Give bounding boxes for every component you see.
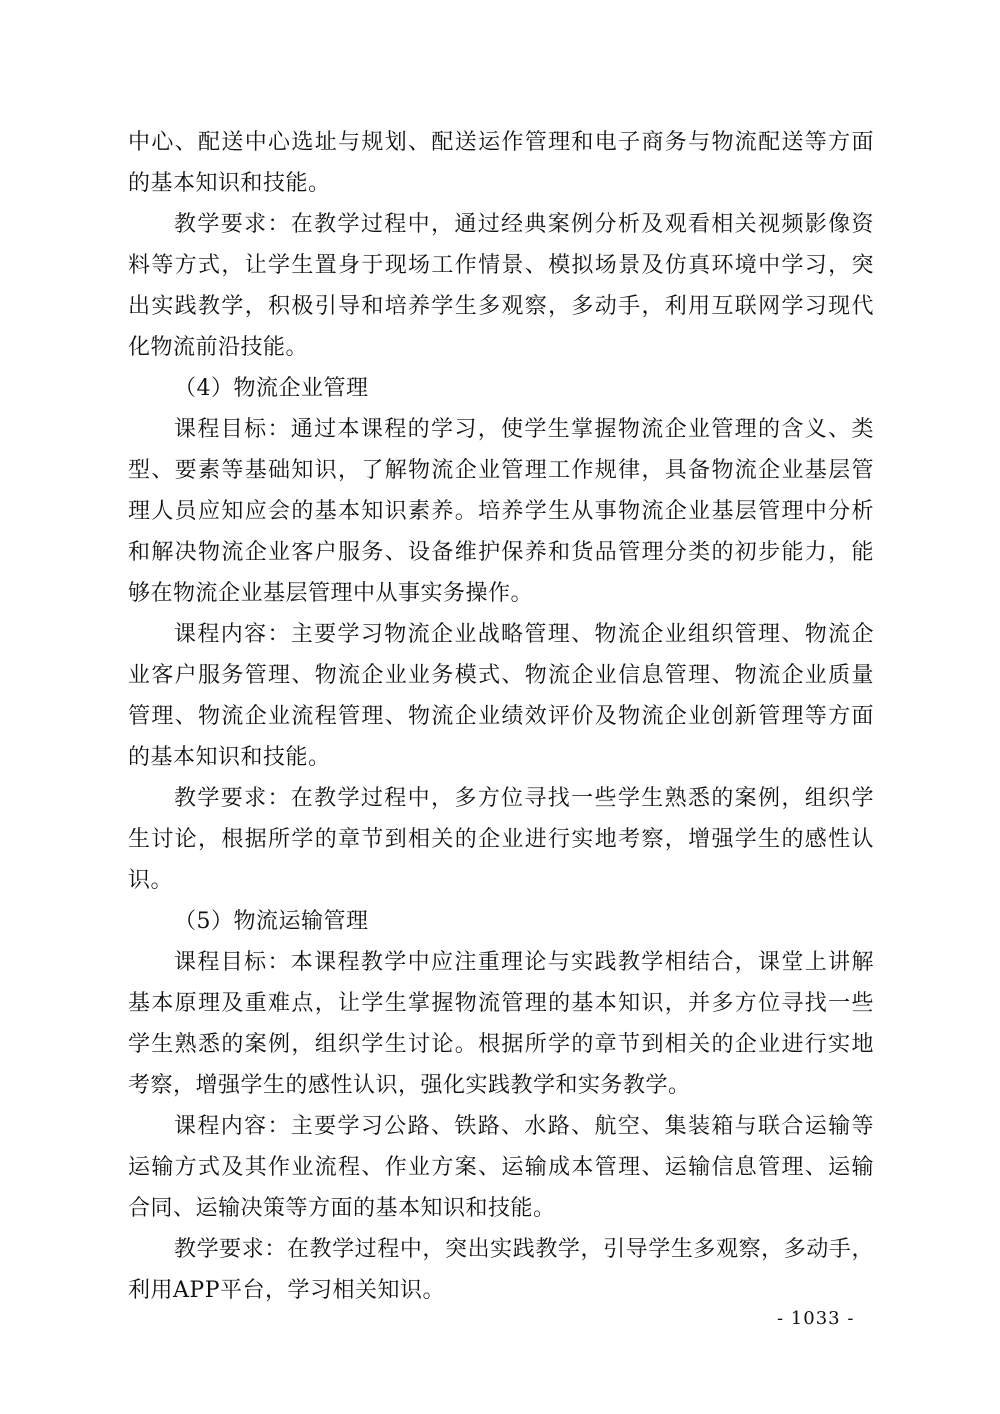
text-line: 出实践教学，积极引导和培养学生多观察，多动手，利用互联网学习现代 <box>128 294 874 319</box>
text-line: 课程目标：本课程教学中应注重理论与实践教学相结合，课堂上讲解 <box>174 950 874 975</box>
text-line: 的基本知识和技能。 <box>128 745 331 770</box>
text-line: 课程目标：通过本课程的学习，使学生掌握物流企业管理的含义、类 <box>174 417 874 442</box>
document-body <box>128 122 874 1311</box>
section-heading: （4）物流企业管理 <box>174 376 369 401</box>
text-line: 识。 <box>128 868 174 893</box>
text-line: 理人员应知应会的基本知识素养。培养学生从事物流企业基层管理中分析 <box>128 499 874 524</box>
section-heading: （5）物流运输管理 <box>174 909 369 934</box>
text-line: 的基本知识和技能。 <box>128 171 331 196</box>
text-line: 课程内容：主要学习物流企业战略管理、物流企业组织管理、物流企 <box>174 622 874 647</box>
text-line: 运输方式及其作业流程、作业方案、运输成本管理、运输信息管理、运输 <box>128 1155 874 1180</box>
page-number: - 1033 - <box>777 1308 855 1329</box>
text-line: 化物流前沿技能。 <box>128 335 309 360</box>
text-line: 生讨论，根据所学的章节到相关的企业进行实地考察，增强学生的感性认 <box>128 827 874 852</box>
text-line: 教学要求：在教学过程中，多方位寻找一些学生熟悉的案例，组织学 <box>174 786 874 811</box>
text-line: 基本原理及重难点，让学生掌握物流管理的基本知识，并多方位寻找一些 <box>128 991 874 1016</box>
text-line: 课程内容：主要学习公路、铁路、水路、航空、集装箱与联合运输等 <box>174 1114 874 1139</box>
text-line: 教学要求：在教学过程中，通过经典案例分析及观看相关视频影像资 <box>174 212 874 237</box>
text-line: 够在物流企业基层管理中从事实务操作。 <box>128 581 534 606</box>
text-line: 利用APP平台，学习相关知识。 <box>128 1278 445 1303</box>
text-line: 料等方式，让学生置身于现场工作情景、模拟场景及仿真环境中学习，突 <box>128 253 874 278</box>
text-line: 考察，增强学生的感性认识，强化实践教学和实务教学。 <box>128 1073 691 1098</box>
text-line: 学生熟悉的案例，组织学生讨论。根据所学的章节到相关的企业进行实地 <box>128 1032 874 1057</box>
text-line: 中心、配送中心选址与规划、配送运作管理和电子商务与物流配送等方面 <box>128 130 874 155</box>
text-line: 型、要素等基础知识，了解物流企业管理工作规律，具备物流企业基层管 <box>128 458 874 483</box>
text-line: 教学要求：在教学过程中，突出实践教学，引导学生多观察，多动手， <box>174 1237 874 1262</box>
text-line: 管理、物流企业流程管理、物流企业绩效评价及物流企业创新管理等方面 <box>128 704 874 729</box>
text-line: 业客户服务管理、物流企业业务模式、物流企业信息管理、物流企业质量 <box>128 663 874 688</box>
text-line: 和解决物流企业客户服务、设备维护保养和货品管理分类的初步能力，能 <box>128 540 874 565</box>
text-line: 合同、运输决策等方面的基本知识和技能。 <box>128 1196 556 1221</box>
